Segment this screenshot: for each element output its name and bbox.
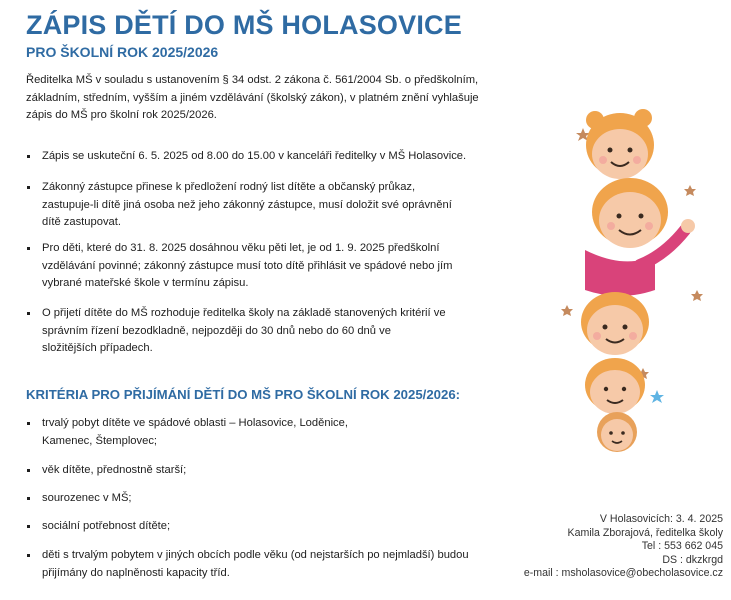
info-list	[26, 179, 466, 232]
criteria-item: sociální potřebnost dítěte;	[26, 518, 491, 536]
info-item-documents: Zákonný zástupce přinese k předložení rodný list dítěte a občanský průkaz, zastupuje-li dítě jiná osoba než jeho zákonný zástupce, musí doložit své oprávnění dítě zastupovat.	[26, 179, 466, 232]
baby-face-icon	[597, 412, 637, 452]
page-title: ZÁPIS DĚTÍ DO MŠ HOLASOVICE	[26, 10, 462, 40]
criteria-list	[26, 518, 491, 536]
criteria-list	[26, 415, 396, 450]
email-address: e-mail : msholasovice@obecholasovice.cz	[523, 567, 723, 580]
criteria-item: sourozenec v MŠ;	[26, 490, 491, 508]
data-box-id: DS : dkzkrgd	[662, 553, 723, 566]
child-face-icon	[586, 109, 654, 179]
criteria-item: děti s trvalým pobytem v jiných obcích podle věku (od nejstarších po nejmladší) budou přijímány do naplněnosti kapacity tříd.	[26, 547, 496, 582]
intro-paragraph: Ředitelka MŠ v souladu s ustanovením § 34 odst. 2 zákona č. 561/2004 Sb. o předškolním, základním, středním, vyšším a jiném vzdělávání (školský zákon), v platném znění vyhlašuje zápis do MŠ pro školní rok 2025/2026.	[26, 74, 479, 121]
criteria-list	[26, 462, 491, 480]
child-face-icon	[581, 292, 649, 355]
page-subtitle: PRO ŠKOLNÍ ROK 2025/2026	[26, 44, 219, 60]
criteria-item: věk dítěte, přednostně starší;	[26, 462, 491, 480]
criteria-list	[26, 547, 496, 582]
headmistress-name: Kamila Zborajová, ředitelka školy	[567, 526, 723, 539]
info-item-date: Zápis se uskuteční 6. 5. 2025 od 8.00 do 15.00 v kanceláři ředitelky v MŠ Holasovice.	[26, 148, 491, 166]
place-date: V Holasovicích: 3. 4. 2025	[599, 513, 723, 525]
criteria-heading: KRITÉRIA PRO PŘIJÍMÁNÍ DĚTÍ DO MŠ PRO ŠKOLNÍ ROK 2025/2026:	[26, 387, 461, 402]
info-list	[26, 305, 446, 358]
info-list	[26, 240, 466, 293]
child-face-icon	[585, 358, 645, 414]
info-item-decision: O přijetí dítěte do MŠ rozhoduje ředitelka školy na základě stanovených kritérií ve správním řízení bezodkladně, nejpozději do 30 dnů nebo do 60 dnů ve složitějších případech.	[26, 305, 446, 358]
criteria-item: trvalý pobyt dítěte ve spádové oblasti – Holasovice, Loděnice, Kamenec, Štemplovec;	[26, 415, 396, 450]
info-item-mandatory: Pro děti, které do 31. 8. 2025 dosáhnou věku pěti let, je od 1. 9. 2025 předškolní vzdělávání povinné; zákonný zástupce musí toto dítě přihlásit ve spádové nebo jím vybrané mateřské škole v termínu zápisu.	[26, 240, 466, 293]
phone-number: Tel : 553 662 045	[641, 540, 723, 553]
stacked-children-icon	[545, 90, 731, 460]
child-face-icon	[592, 178, 695, 265]
criteria-list	[26, 490, 491, 508]
signature-block	[524, 513, 723, 581]
info-list	[26, 148, 491, 166]
